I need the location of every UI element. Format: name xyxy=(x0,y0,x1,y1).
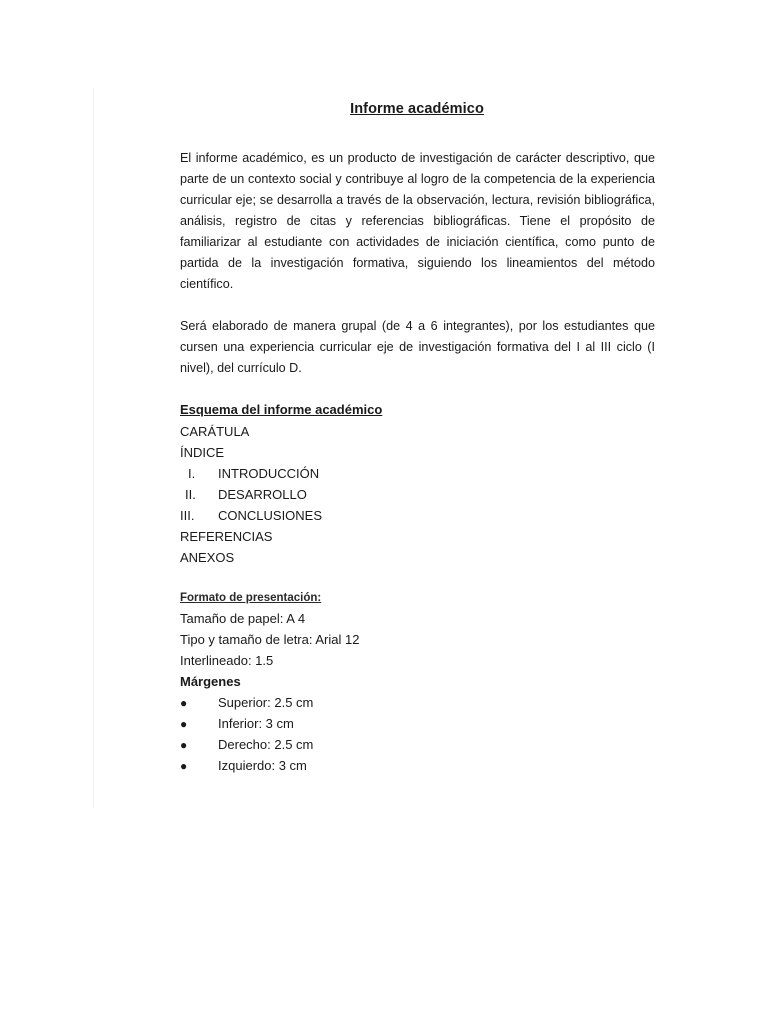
scheme-item-label: CONCLUSIONES xyxy=(218,508,323,523)
group-paragraph: Será elaborado de manera grupal (de 4 a 6 integrantes), por los estudiantes que cursen una experiencia curricular eje de investigación formativa del I al III ciclo (I nivel), del currículo D. xyxy=(180,319,655,375)
margin-item-label: Derecho: 2.5 cm xyxy=(218,737,314,752)
format-line-paper: Tamaño de papel: A 4 xyxy=(180,611,306,626)
bullet-icon: ● xyxy=(180,696,188,710)
format-heading: Formato de presentación: xyxy=(180,592,322,604)
bullet-icon: ● xyxy=(180,738,188,752)
scheme-item-numeral: I. xyxy=(188,466,196,481)
page-edge-line xyxy=(93,88,94,808)
document-title: Informe académico xyxy=(350,101,484,117)
margin-item-label: Izquierdo: 3 cm xyxy=(218,758,307,773)
scheme-item-conclusiones xyxy=(180,505,322,526)
scheme-item-label: ANEXOS xyxy=(180,550,235,565)
margin-item-superior xyxy=(180,692,313,714)
margin-item-inferior xyxy=(180,713,294,735)
scheme-item-numeral: III. xyxy=(180,508,195,523)
bullet-icon: ● xyxy=(180,759,188,773)
format-line-spacing: Interlineado: 1.5 xyxy=(180,653,274,668)
bullet-icon: ● xyxy=(180,717,188,731)
scheme-item-desarrollo xyxy=(180,484,307,505)
scheme-item-numeral: II. xyxy=(185,487,196,502)
margin-item-derecho xyxy=(180,734,313,756)
scheme-item-caratula xyxy=(180,421,249,442)
scheme-item-label: ÍNDICE xyxy=(180,445,225,460)
margin-item-label: Superior: 2.5 cm xyxy=(218,695,314,710)
scheme-item-indice xyxy=(180,442,224,463)
scheme-item-label: REFERENCIAS xyxy=(180,529,273,544)
scheme-item-label: CARÁTULA xyxy=(180,424,250,439)
scheme-item-label: DESARROLLO xyxy=(218,487,307,502)
scheme-item-introduccion xyxy=(180,463,319,484)
scheme-item-referencias xyxy=(180,526,272,547)
margin-item-label: Inferior: 3 cm xyxy=(218,716,294,731)
format-line-font: Tipo y tamaño de letra: Arial 12 xyxy=(180,632,360,647)
margin-item-izquierdo xyxy=(180,755,307,777)
margins-heading: Márgenes xyxy=(180,674,241,689)
scheme-item-anexos xyxy=(180,547,234,568)
scheme-heading: Esquema del informe académico xyxy=(180,402,383,417)
intro-paragraph: El informe académico, es un producto de investigación de carácter descriptivo, que parte de un contexto social y contribuye al logro de la competencia de la experiencia curricular eje; se desarrolla a través de la observación, lectura, revisión bibliográfica, análisis, registro de citas y referencias bibliográficas. Tiene el propósito de familiarizar al estudiante con actividades de iniciación científica, como punto de partida de la investigación formativa, siguiendo los lineamientos del método científico. xyxy=(180,151,655,291)
scheme-item-label: INTRODUCCIÓN xyxy=(218,466,320,481)
